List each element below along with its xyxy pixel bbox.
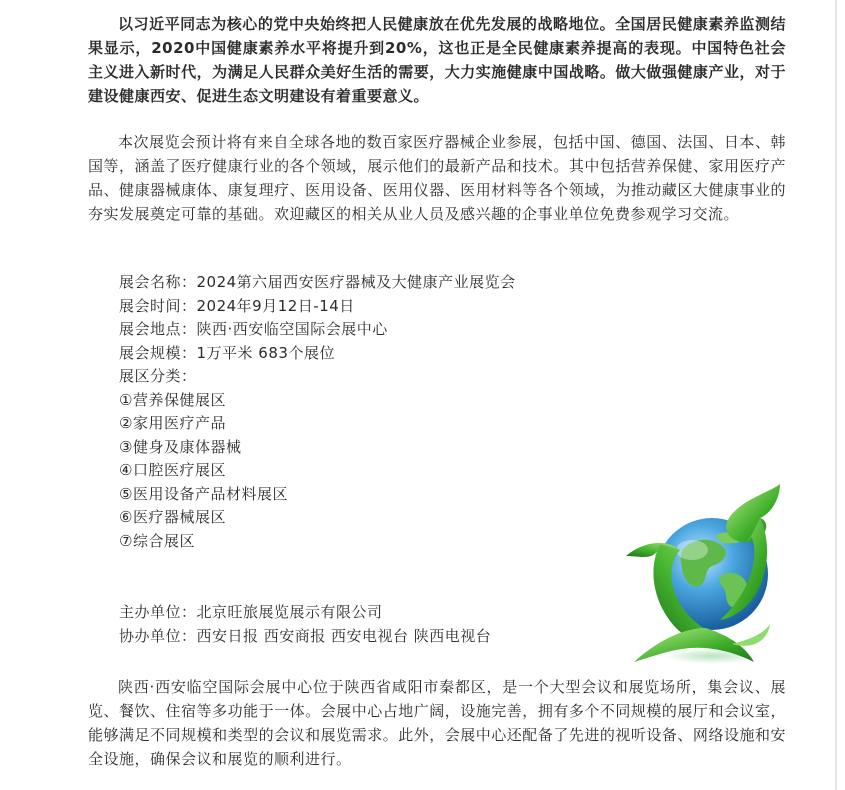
zone-item: ⑥医疗器械展区 bbox=[119, 508, 226, 526]
zone-item: ③健身及康体器械 bbox=[119, 437, 242, 456]
globe-with-green-leaves-icon bbox=[620, 478, 792, 668]
zone-item: ④口腔医疗展区 bbox=[119, 461, 226, 479]
exhibition-location: 展会地点：陕西·西安临空国际会展中心 bbox=[119, 320, 388, 338]
page-edge-divider bbox=[835, 0, 837, 790]
organizers bbox=[119, 601, 599, 648]
exhibition-scale: 展会规模：1万平米 683个展位 bbox=[119, 343, 335, 362]
zone-item: ⑤医用设备产品材料展区 bbox=[119, 484, 288, 503]
exhibition-info bbox=[119, 271, 599, 553]
exhibitors-paragraph: 本次展览会预计将有来自全球各地的数百家医疗器械企业参展，包括中国、德国、法国、日本、韩国等，涵盖了医疗健康行业的各个领域，展示他们的最新产品和技术。其中包括营养保健、家用医疗产品、健康器械康体、康复理疗、医用设备、医用仪器、医用材料等各个领域，为推动藏区大健康事业的夯实发展奠定可靠的基础。欢迎藏区的相关从业人员及感兴趣的企事业单位免费参观学习交流。 bbox=[88, 133, 786, 223]
zone-item: ⑦综合展区 bbox=[119, 531, 195, 550]
exhibition-time: 展会时间：2024年9月12日-14日 bbox=[119, 296, 355, 315]
co-organizers: 协办单位：西安日报 西安商报 西安电视台 陕西电视台 bbox=[119, 626, 492, 645]
intro-paragraph: 以习近平同志为核心的党中央始终把人民健康放在优先发展的战略地位。全国居民健康素养监测结果显示，2020中国健康素养水平将提升到20%，这也正是全民健康素养提高的表现。中国特色社会主义进入新时代，为满足人民群众美好生活的需要，大力实施健康中国战略。做大做强健康产业，对于建设健康西安、促进生态文明建设有着重要意义。 bbox=[88, 15, 786, 105]
host-organizer: 主办单位：北京旺旅展览展示有限公司 bbox=[119, 603, 383, 621]
zone-item: ②家用医疗产品 bbox=[119, 414, 226, 432]
venue-paragraph: 陕西·西安临空国际会展中心位于陕西省咸阳市秦都区，是一个大型会议和展览场所，集会议、展览、餐饮、住宿等多功能于一体。会展中心占地广阔，设施完善，拥有多个不同规模的展厅和会议室，能够满足不同规模和类型的会议和展览需求。此外，会展中心还配备了先进的视听设备、网络设施和安全设施，确保会议和展览的顺利进行。 bbox=[88, 678, 786, 768]
zone-item: ①营养保健展区 bbox=[119, 390, 226, 409]
exhibition-name: 展会名称：2024第六届西安医疗器械及大健康产业展览会 bbox=[119, 273, 516, 291]
zones-heading: 展区分类： bbox=[119, 367, 197, 385]
